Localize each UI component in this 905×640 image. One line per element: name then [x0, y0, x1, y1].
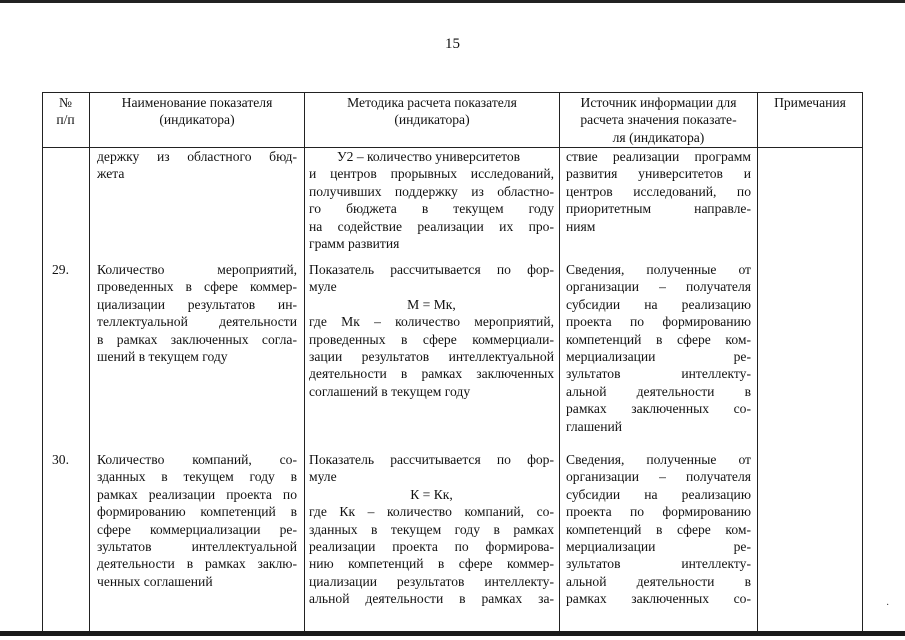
information-source-cell: Сведения, полученные от организации – получателя субсидии на реализацию проекта по формированию компетенций в сфере ком- мерциализации ре- зультатов интеллекту- альной деятельности в рамках заключенных со- глашений [566, 262, 751, 434]
bottom-border [0, 631, 905, 636]
page-number: 15 [445, 36, 460, 52]
table-border-top [42, 92, 862, 93]
formula: К = Кк, [410, 486, 453, 502]
table-column-divider [304, 92, 305, 632]
formula: М = Мк, [407, 296, 456, 312]
header-number: № п/п [56, 95, 75, 128]
header-notes: Примечания [774, 95, 846, 110]
information-source-cell: ствие реализации программ развития университетов и центров исследований, по приоритетным направле- ниям [566, 149, 751, 234]
information-source-cell: Сведения, полученные от организации – получателя субсидии на реализацию проекта по формированию компетенций в сфере ком- мерциализации ре- зультатов интеллекту- альной деятельности в рамках заключенных со- [566, 452, 751, 607]
calculation-method-cell: Показатель рассчитывается по фор- муле М = Мк, где Мк – количество мероприятий, проведенных в сфере коммерциали- зации результатов интеллектуальной деятельности в рамках заключенных соглашений в текущем году [309, 262, 554, 399]
scan-speck: · [886, 600, 890, 611]
indicator-name-cell: Количество мероприятий, проведенных в сфере коммер- циализации результатов ин- теллектуальной деятельности в рамках заключенных согла- шений в текущем году [97, 262, 297, 365]
header-indicator-name: Наименование показателя (индикатора) [121, 95, 273, 128]
header-calculation-method: Методика расчета показателя (индикатора) [347, 95, 517, 128]
row-number: 29. [52, 262, 69, 277]
table-column-divider [89, 92, 90, 632]
top-border [0, 0, 905, 3]
table-column-divider [757, 92, 758, 632]
row-number: 30. [52, 452, 69, 467]
calculation-method-cell: У2 – количество университетов и центров прорывных исследований, получивших поддержку из областно- го бюджета в текущем году на содействие реализации их про- грамм развития [309, 149, 554, 252]
header-information-source: Источник информации для расчета значения показате- ля (индикатора) [580, 95, 737, 145]
table-border-left [42, 92, 43, 632]
indicator-name-cell: Количество компаний, со- зданных в текущем году в рамках реализации проекта по формированию компетенций в сфере коммерциализации ре- зультатов интеллектуальной деятельности в рамках заклю- ченных соглашений [97, 452, 297, 589]
table-border-right [862, 92, 863, 632]
indicator-name-cell: держку из областного бюд- жета [97, 149, 297, 182]
calculation-method-cell: Показатель рассчитывается по фор- муле К = Кк, где Кк – количество компаний, со- зданных в текущем году в рамках реализации проекта по формирова- нию компетенций в сфере коммер- циализации результатов интеллекту- альной деятельности в рамках за- [309, 452, 554, 607]
table-column-divider [559, 92, 560, 632]
